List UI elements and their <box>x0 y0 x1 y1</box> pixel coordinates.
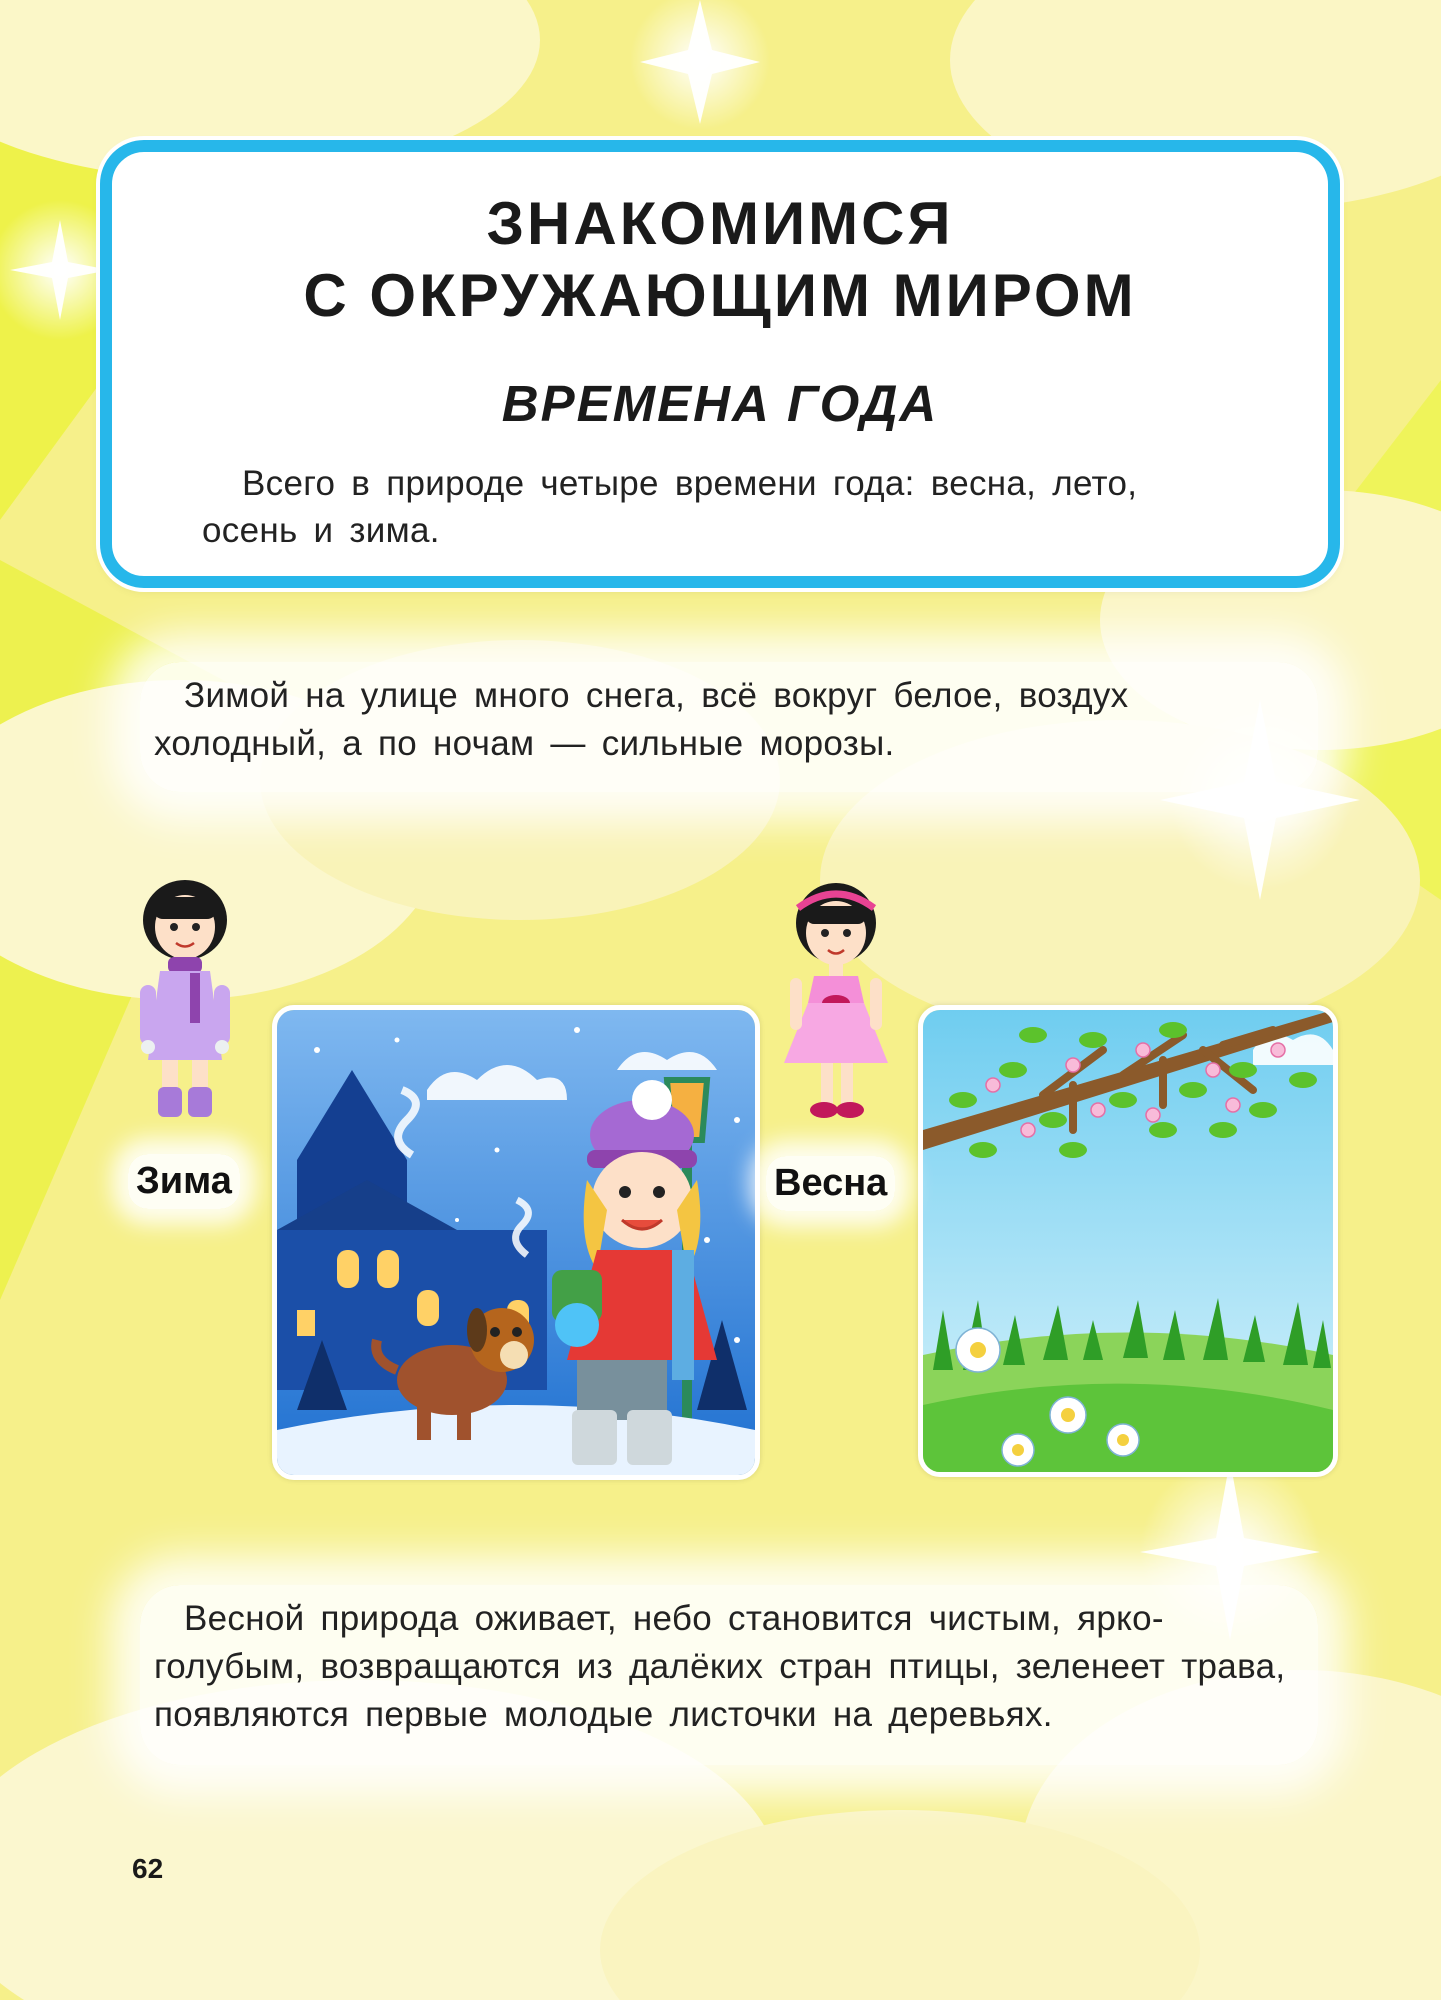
main-title-line2: С ОКРУЖАЮЩИМ МИРОМ <box>303 262 1137 329</box>
winter-label: Зима <box>128 1154 240 1209</box>
main-title <box>112 188 1328 332</box>
spring-label: Весна <box>766 1156 895 1211</box>
winter-girl-illustration <box>130 875 240 1120</box>
page-number: 62 <box>132 1853 164 1884</box>
spring-text-panel <box>140 1585 1318 1765</box>
intro-paragraph: Всего в природе четыре времени года: весна, лето, осень и зима. <box>202 464 1138 550</box>
winter-picture <box>272 1005 760 1480</box>
winter-paragraph: Зимой на улице много снега, всё вокруг белое, воздух холодный, а по ночам — сильные морозы. <box>154 676 1129 763</box>
spring-picture <box>918 1005 1338 1477</box>
winter-text-panel <box>140 662 1318 792</box>
spring-paragraph: Весной природа оживает, небо становится чистым, ярко-голубым, возвращаются из далёких стран птицы, зеленеет трава, появляются первые молодые листочки на деревьях. <box>154 1599 1286 1734</box>
section-subtitle: ВРЕМЕНА ГОДА <box>501 375 939 432</box>
spring-girl-illustration <box>776 878 896 1123</box>
main-title-line1: ЗНАКОМИМСЯ <box>486 190 954 257</box>
title-panel <box>100 140 1340 588</box>
